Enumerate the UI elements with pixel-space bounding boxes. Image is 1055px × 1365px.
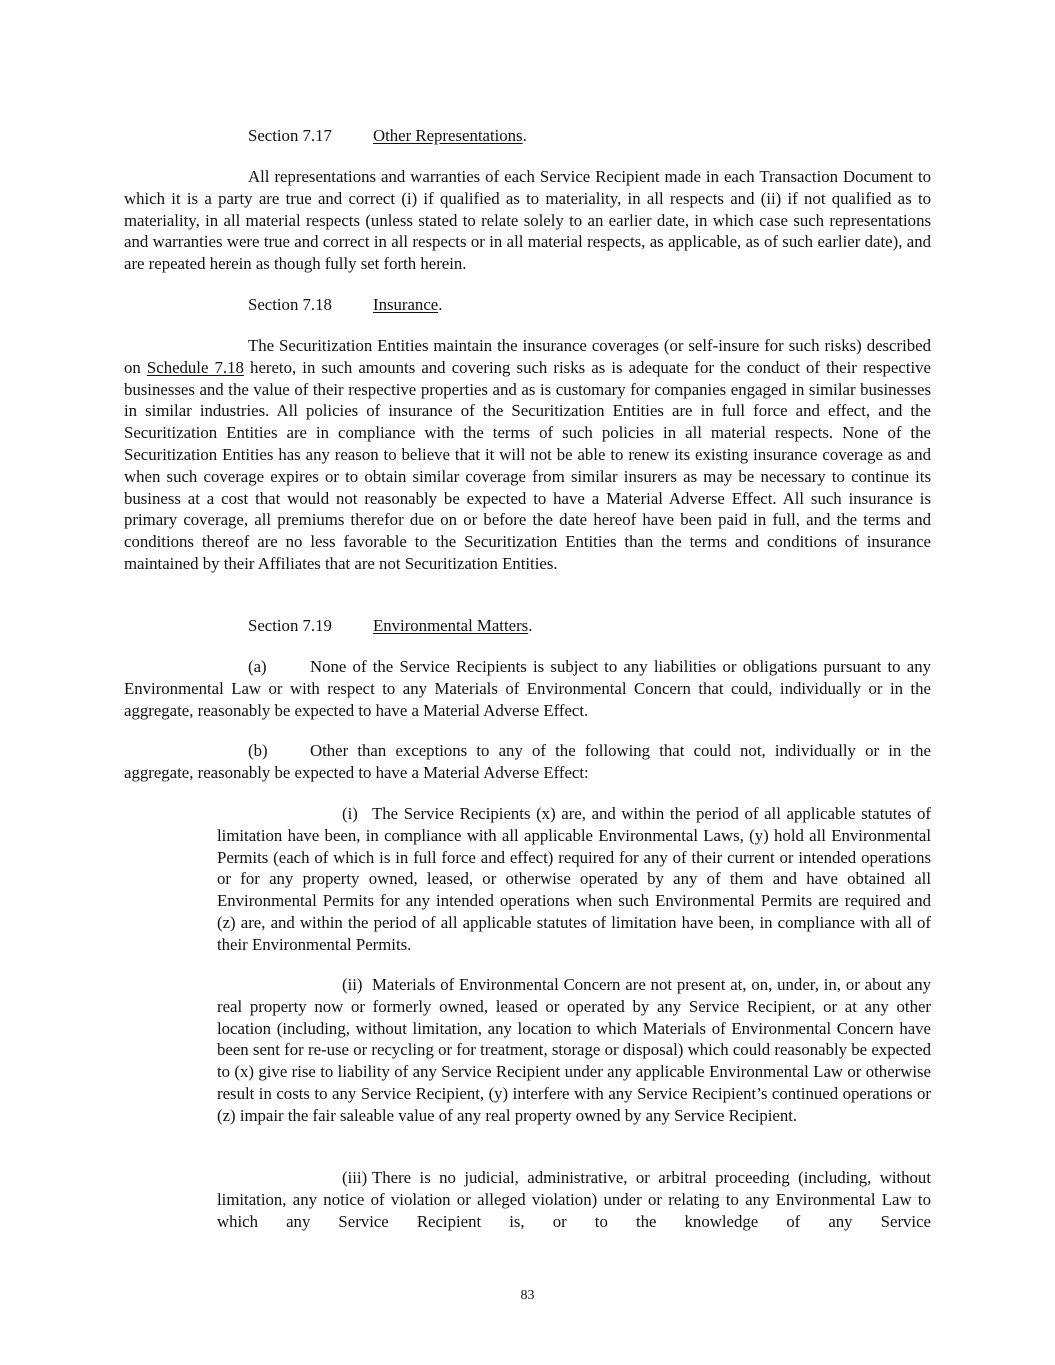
page-number: 83 (520, 1288, 535, 1303)
section-title: Insurance (373, 295, 439, 314)
section-title: Other Representations (373, 126, 523, 145)
subclause-text: The Service Recipients (x) are, and within the period of all applicable statutes of limitation have been, in compliance with all applicable Environmental Laws, (y) hold all Environmental Permits (each of which is in full force and effect) required for any of their current or intended operations or for any property owned, leased, or otherwise operated by any of them and have obtained all Environmental Permits for any intended operations when such Environmental Permits are required and (z) are, and within the period of all applicable statutes of limitation have been, in compliance with all of their Environmental Permits. (217, 804, 931, 954)
section-number: Section 7.17 (248, 126, 332, 145)
subclause-i (217, 803, 931, 956)
subclause-text: Materials of Environmental Concern are not present at, on, under, in, or about any real property now or formerly owned, leased or operated by any Service Recipient, or at any other location (including, without limitation, any location to which Materials of Environmental Concern have been sent for re-use or recycling or for treatment, storage or disposal) which could reasonably be expected to (x) give rise to liability of any Service Recipient under any applicable Environmental Law or otherwise result in costs to any Service Recipient, (y) interfere with any Service Recipient’s continued operations or (z) impair the fair saleable value of any real property owned by any Service Recipient. (217, 975, 931, 1125)
section-7-17-body: All representations and warranties of each Service Recipient made in each Transaction Document to which it is a party are true and correct (i) if qualified as to materiality, in all respects and (ii) if not qualified as to materiality, in all material respects (unless stated to relate solely to an earlier date, in which case such representations and warranties were true and correct in all respects or in all material respects, as applicable, as of such earlier date), and are repeated herein as though fully set forth herein. (124, 167, 931, 274)
section-number: Section 7.19 (248, 616, 332, 635)
subclause-text: There is no judicial, administrative, or arbitral proceeding (including, without limitation, any notice of violation or alleged violation) under or relating to any Environmental Law to which any Service Recipient is, or to the knowledge of any Service (217, 1168, 931, 1231)
section-heading-7-18: Section 7.18 Insurance. (248, 295, 443, 314)
subclause-iii (217, 1167, 931, 1232)
clause-text: None of the Service Recipients is subject to any liabilities or obligations pursuant to any Environmental Law or with respect to any Materials of Environmental Concern that could, individually or in the aggregate, reasonably be expected to have a Material Adverse Effect. (124, 657, 931, 720)
section-heading-7-17: Section 7.17 Other Representations. (248, 126, 527, 145)
section-heading-7-19: Section 7.19 Environmental Matters. (248, 616, 533, 635)
clause-label: (b) (248, 741, 268, 760)
clause-b (124, 740, 931, 784)
schedule-reference: Schedule 7.18 (146, 357, 244, 377)
subclause-label: (iii) (342, 1168, 368, 1187)
subclause-label: (i) (342, 804, 358, 823)
clause-a (124, 656, 931, 721)
body-text-pre: The Securitization Entities maintain the insurance coverages (or self-insure for such risks) described on (124, 336, 931, 377)
section-title: Environmental Matters (373, 616, 529, 635)
subclause-label: (ii) (342, 975, 363, 994)
clause-label: (a) (248, 657, 267, 676)
subclause-ii (217, 974, 931, 1127)
section-number: Section 7.18 (248, 295, 332, 314)
section-7-18-body (124, 335, 931, 575)
clause-text: Other than exceptions to any of the following that could not, individually or in the aggregate, reasonably be expected to have a Material Adverse Effect: (124, 741, 931, 782)
body-text-post: hereto, in such amounts and covering such risks as is adequate for the conduct of their respective businesses and the value of their respective properties and as is customary for companies engaged in similar businesses in similar industries. All policies of insurance of the Securitization Entities are in full force and effect, and the Securitization Entities are in compliance with the terms of such policies in all material respects. None of the Securitization Entities has any reason to believe that it will not be able to renew its existing insurance coverage as and when such coverage expires or to obtain similar coverage from similar insurers as may be necessary to continue its business at a cost that would not reasonably be expected to have a Material Adverse Effect. All such insurance is primary coverage, all premiums therefor due on or before the date hereof have been paid in full, and the terms and conditions thereof are no less favorable to the Securitization Entities than the terms and conditions of insurance maintained by their Affiliates that are not Securitization Entities. (124, 357, 931, 573)
